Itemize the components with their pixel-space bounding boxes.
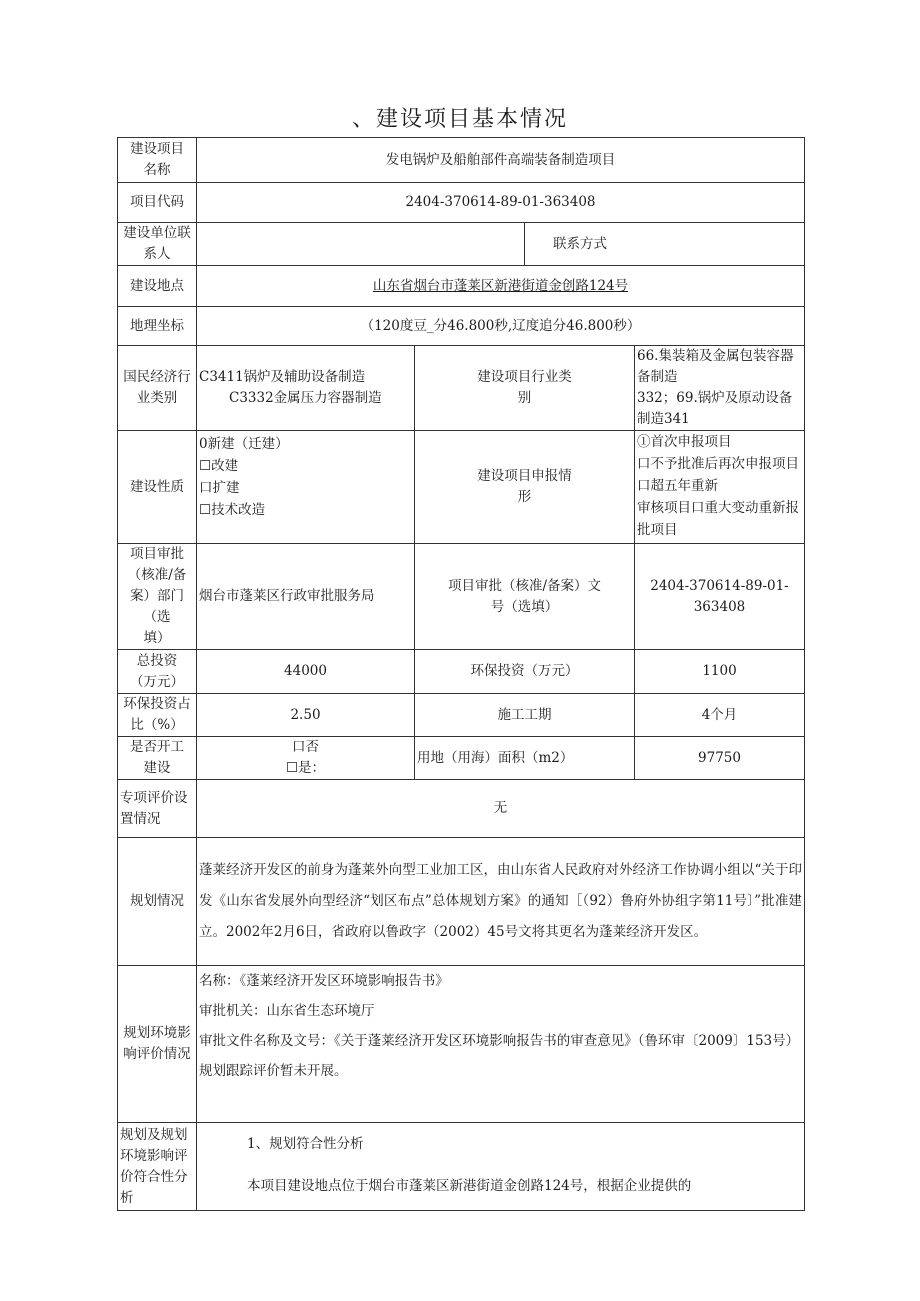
label-planning: 规划情况 — [118, 838, 197, 966]
label-contact: 建设单位联 系人 — [118, 223, 197, 266]
value-planning: 蓬莱经济开发区的前身为蓬莱外向型工业加工区，由山东省人民政府对外经济工作协调小组以“关于印发《山东省发展外向型经济“划区布点”总体规划方案》的通知［（92）鲁府外协组字第11号〕”批准建立。2002年2月6日，省政府以鲁政字（2002）45号文将其更名为蓬莱经济开发区。 — [197, 838, 805, 966]
label-location: 建设地点 — [118, 266, 197, 307]
planning-eia-line: 名称：《蓬莱经济开发区环境影响报告书》 — [199, 973, 449, 989]
nature-option: 口扩建 — [199, 480, 240, 496]
value-land-area: 97750 — [635, 737, 805, 780]
value-contact — [197, 223, 525, 266]
label-investment: 总投资 （万元） — [118, 650, 197, 694]
value-industry — [197, 346, 415, 431]
label-approval-number: 项目审批（核准/备案）文 号（选填） — [415, 544, 635, 650]
label-industry-category: 建设项目行业类 别 — [415, 346, 635, 431]
row-planning-eia — [118, 966, 805, 1123]
label-construction-period: 施工工期 — [415, 694, 635, 737]
label-industry: 国民经济行 业类别 — [118, 346, 197, 431]
conformity-text: 本项目建设地点位于烟台市蓬莱区新港街道金创路124号，根据企业提供的 — [247, 1178, 692, 1194]
page-title: 、建设项目基本情况 — [351, 107, 568, 132]
label-land-area: 用地（用海）面积（m2） — [415, 737, 635, 780]
nature-option: ☐技术改造 — [199, 502, 266, 518]
application-option: 审核项目口重大变动重新报批项目 — [637, 500, 799, 538]
industry-line-2: C3332金属压力容器制造 — [229, 390, 382, 406]
value-env-ratio: 2.50 — [197, 694, 415, 737]
planning-eia-line: 审批文件名称及文号：《关于蓬莱经济开发区环境影响报告书的审查意见》（鲁环审〔2009〕153号） — [199, 1033, 800, 1049]
row-special-eval — [118, 780, 805, 838]
nature-options — [197, 431, 415, 544]
nature-option: ☐改建 — [199, 458, 239, 474]
value-approval-number: 2404-370614-89-01-363408 — [635, 544, 805, 650]
label-nature: 建设性质 — [118, 431, 197, 544]
label-approval: 项目审批 （核准/备 案）部门（选 填） — [118, 544, 197, 650]
value-investment: 44000 — [197, 650, 415, 694]
row-project-code — [118, 183, 805, 223]
label-conformity: 规划及规划 环境影响评 价符合性分 析 — [118, 1123, 197, 1211]
industry-line-1: C3411锅炉及辅助设备制造 — [199, 369, 366, 385]
row-coordinates — [118, 307, 805, 346]
value-project-name: 发电锅炉及船舶部件高端装备制造项目 — [197, 138, 805, 183]
planning-eia-line: 审批机关：山东省生态环境厅 — [199, 1003, 375, 1019]
row-investment — [118, 650, 805, 694]
row-contact — [118, 223, 805, 266]
row-project-name — [118, 138, 805, 183]
application-option: 口不予批准后再次申报项目口超五年重新 — [637, 456, 799, 494]
label-coordinates: 地理坐标 — [118, 307, 197, 346]
row-industry — [118, 346, 805, 431]
row-location — [118, 266, 805, 307]
value-coordinates: （120度豆_分46.800秒,辽度追分46.800秒） — [197, 307, 805, 346]
started-options — [197, 737, 415, 780]
industry-category-line-1: 66.集装箱及金属包装容器备制造 — [637, 348, 794, 385]
label-started: 是否开工 建设 — [118, 737, 197, 780]
label-env-investment: 环保投资（万元） — [415, 650, 635, 694]
conformity-heading: 1、规划符合性分析 — [247, 1136, 364, 1152]
label-contact-method: 联系方式 — [525, 223, 805, 266]
project-info-table — [117, 137, 805, 1211]
label-project-name: 建设项目 名称 — [118, 138, 197, 183]
label-application: 建设项目申报情 形 — [415, 431, 635, 544]
label-env-ratio: 环保投资占 比（%） — [118, 694, 197, 737]
row-nature — [118, 431, 805, 544]
value-special-eval: 无 — [197, 780, 805, 838]
label-special-eval: 专项评价设 置情况 — [118, 780, 197, 838]
value-construction-period: 4个月 — [635, 694, 805, 737]
industry-category-line-2: 332；69.锅炉及原动设备制造341 — [637, 390, 793, 427]
row-conformity — [118, 1123, 805, 1211]
row-planning — [118, 838, 805, 966]
value-planning-eia — [197, 966, 805, 1123]
value-env-investment: 1100 — [635, 650, 805, 694]
value-location: 山东省烟台市蓬莱区新港街道金创路124号 — [372, 277, 629, 294]
application-options — [635, 431, 805, 544]
value-conformity — [197, 1123, 805, 1211]
value-industry-category — [635, 346, 805, 431]
label-planning-eia: 规划环境影 响评价情况 — [118, 966, 197, 1123]
value-approval: 烟台市蓬莱区行政审批服务局 — [197, 544, 415, 650]
started-option: ☐是： — [285, 760, 326, 776]
planning-eia-line: 规划跟踪评价暂未开展。 — [199, 1063, 348, 1079]
application-option: ①首次申报项目 — [637, 434, 732, 450]
label-project-code: 项目代码 — [118, 183, 197, 223]
nature-option: 0新建（迁建） — [199, 436, 289, 452]
started-option: 口否 — [292, 739, 319, 755]
value-project-code: 2404-370614-89-01-363408 — [197, 183, 805, 223]
row-approval — [118, 544, 805, 650]
row-env-ratio — [118, 694, 805, 737]
row-started — [118, 737, 805, 780]
